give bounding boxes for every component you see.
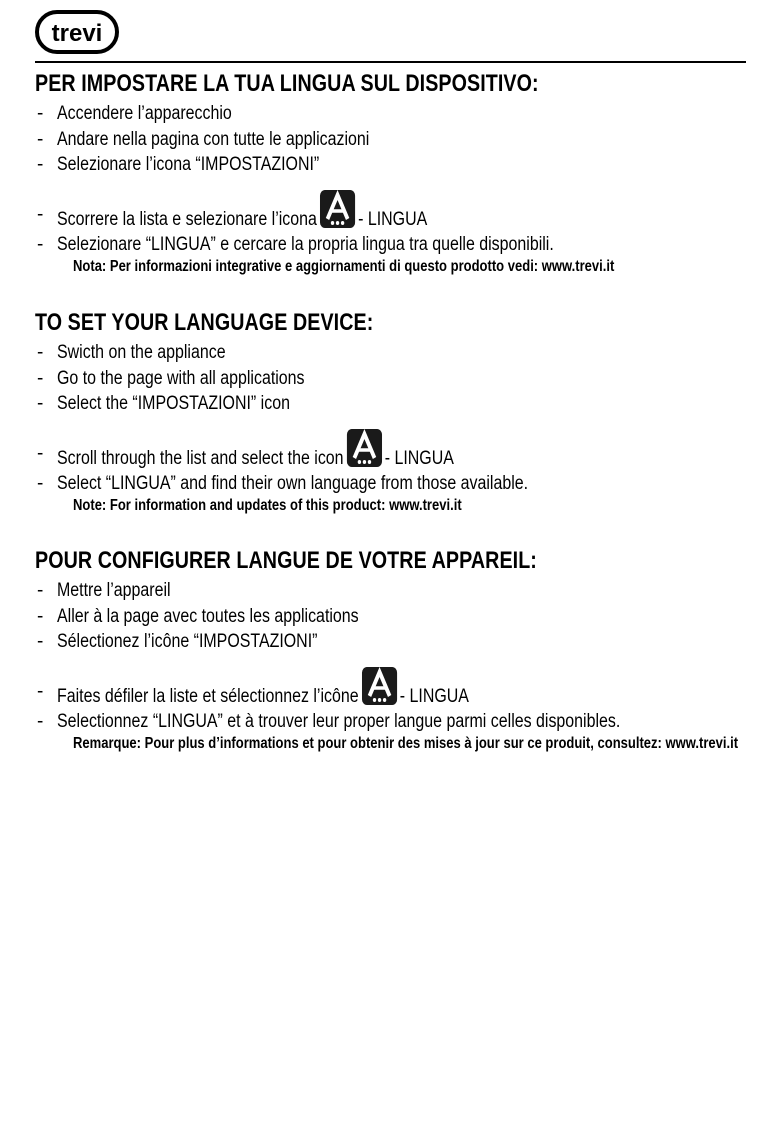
section-english	[35, 308, 755, 516]
list-item: - Selezionare “LINGUA” e cercare la propria lingua tra quelle disponibili.	[37, 233, 554, 255]
steps-list	[35, 578, 755, 734]
section-heading: TO SET YOUR LANGUAGE DEVICE:	[35, 309, 374, 336]
list-item: - Selezionare l’icona “IMPOSTAZIONI”	[37, 154, 320, 175]
language-a-icon	[320, 190, 355, 228]
list-item: - Swicth on the appliance	[37, 342, 226, 363]
list-item: - Andare nella pagina con tutte le applicazioni	[37, 128, 370, 150]
list-item: - Faites défiler la liste et sélectionnez l’icône - LINGUA	[35, 667, 755, 709]
steps-list	[35, 340, 755, 496]
list-item: - Aller à la page avec toutes les applications	[37, 605, 359, 627]
list-item: - Mettre l’appareil	[37, 580, 171, 601]
section-heading: POUR CONFIGURER LANGUE DE VOTRE APPAREIL:	[35, 547, 537, 574]
list-item: - Select “LINGUA” and find their own language from those available.	[37, 472, 529, 494]
list-item: - Go to the page with all applications	[37, 367, 305, 389]
list-item: - Scroll through the list and select the icon - LINGUA	[35, 429, 755, 471]
section-italian	[35, 69, 755, 277]
language-a-icon	[347, 429, 382, 467]
section-heading: PER IMPOSTARE LA TUA LINGUA SUL DISPOSITIVO:	[35, 70, 539, 97]
language-a-icon	[362, 667, 397, 705]
steps-list	[35, 101, 755, 257]
list-item: - Scorrere la lista e selezionare l’icona - LINGUA	[35, 190, 755, 232]
section-french	[35, 546, 755, 754]
list-item: - Selectionnez “LINGUA” et à trouver leur proper langue parmi celles disponibles.	[37, 710, 621, 732]
trevi-logo	[35, 10, 119, 54]
list-item: - Select the “IMPOSTAZIONI” icon	[37, 393, 290, 414]
note-text: Nota: Per informazioni integrative e aggiornamenti di questo prodotto vedi: www.trevi.it	[73, 258, 615, 275]
logo-text: trevi	[51, 20, 103, 47]
list-item: - Sélectionez l’icône “IMPOSTAZIONI”	[37, 631, 318, 652]
note-text: Remarque: Pour plus d’informations et pour obtenir des mises à jour sur ce produit, consultez: www.trevi.it	[73, 735, 739, 752]
list-item: - Accendere l’apparecchio	[37, 103, 232, 124]
header-rule	[35, 61, 746, 63]
note-text: Note: For information and updates of this product: www.trevi.it	[73, 497, 462, 514]
